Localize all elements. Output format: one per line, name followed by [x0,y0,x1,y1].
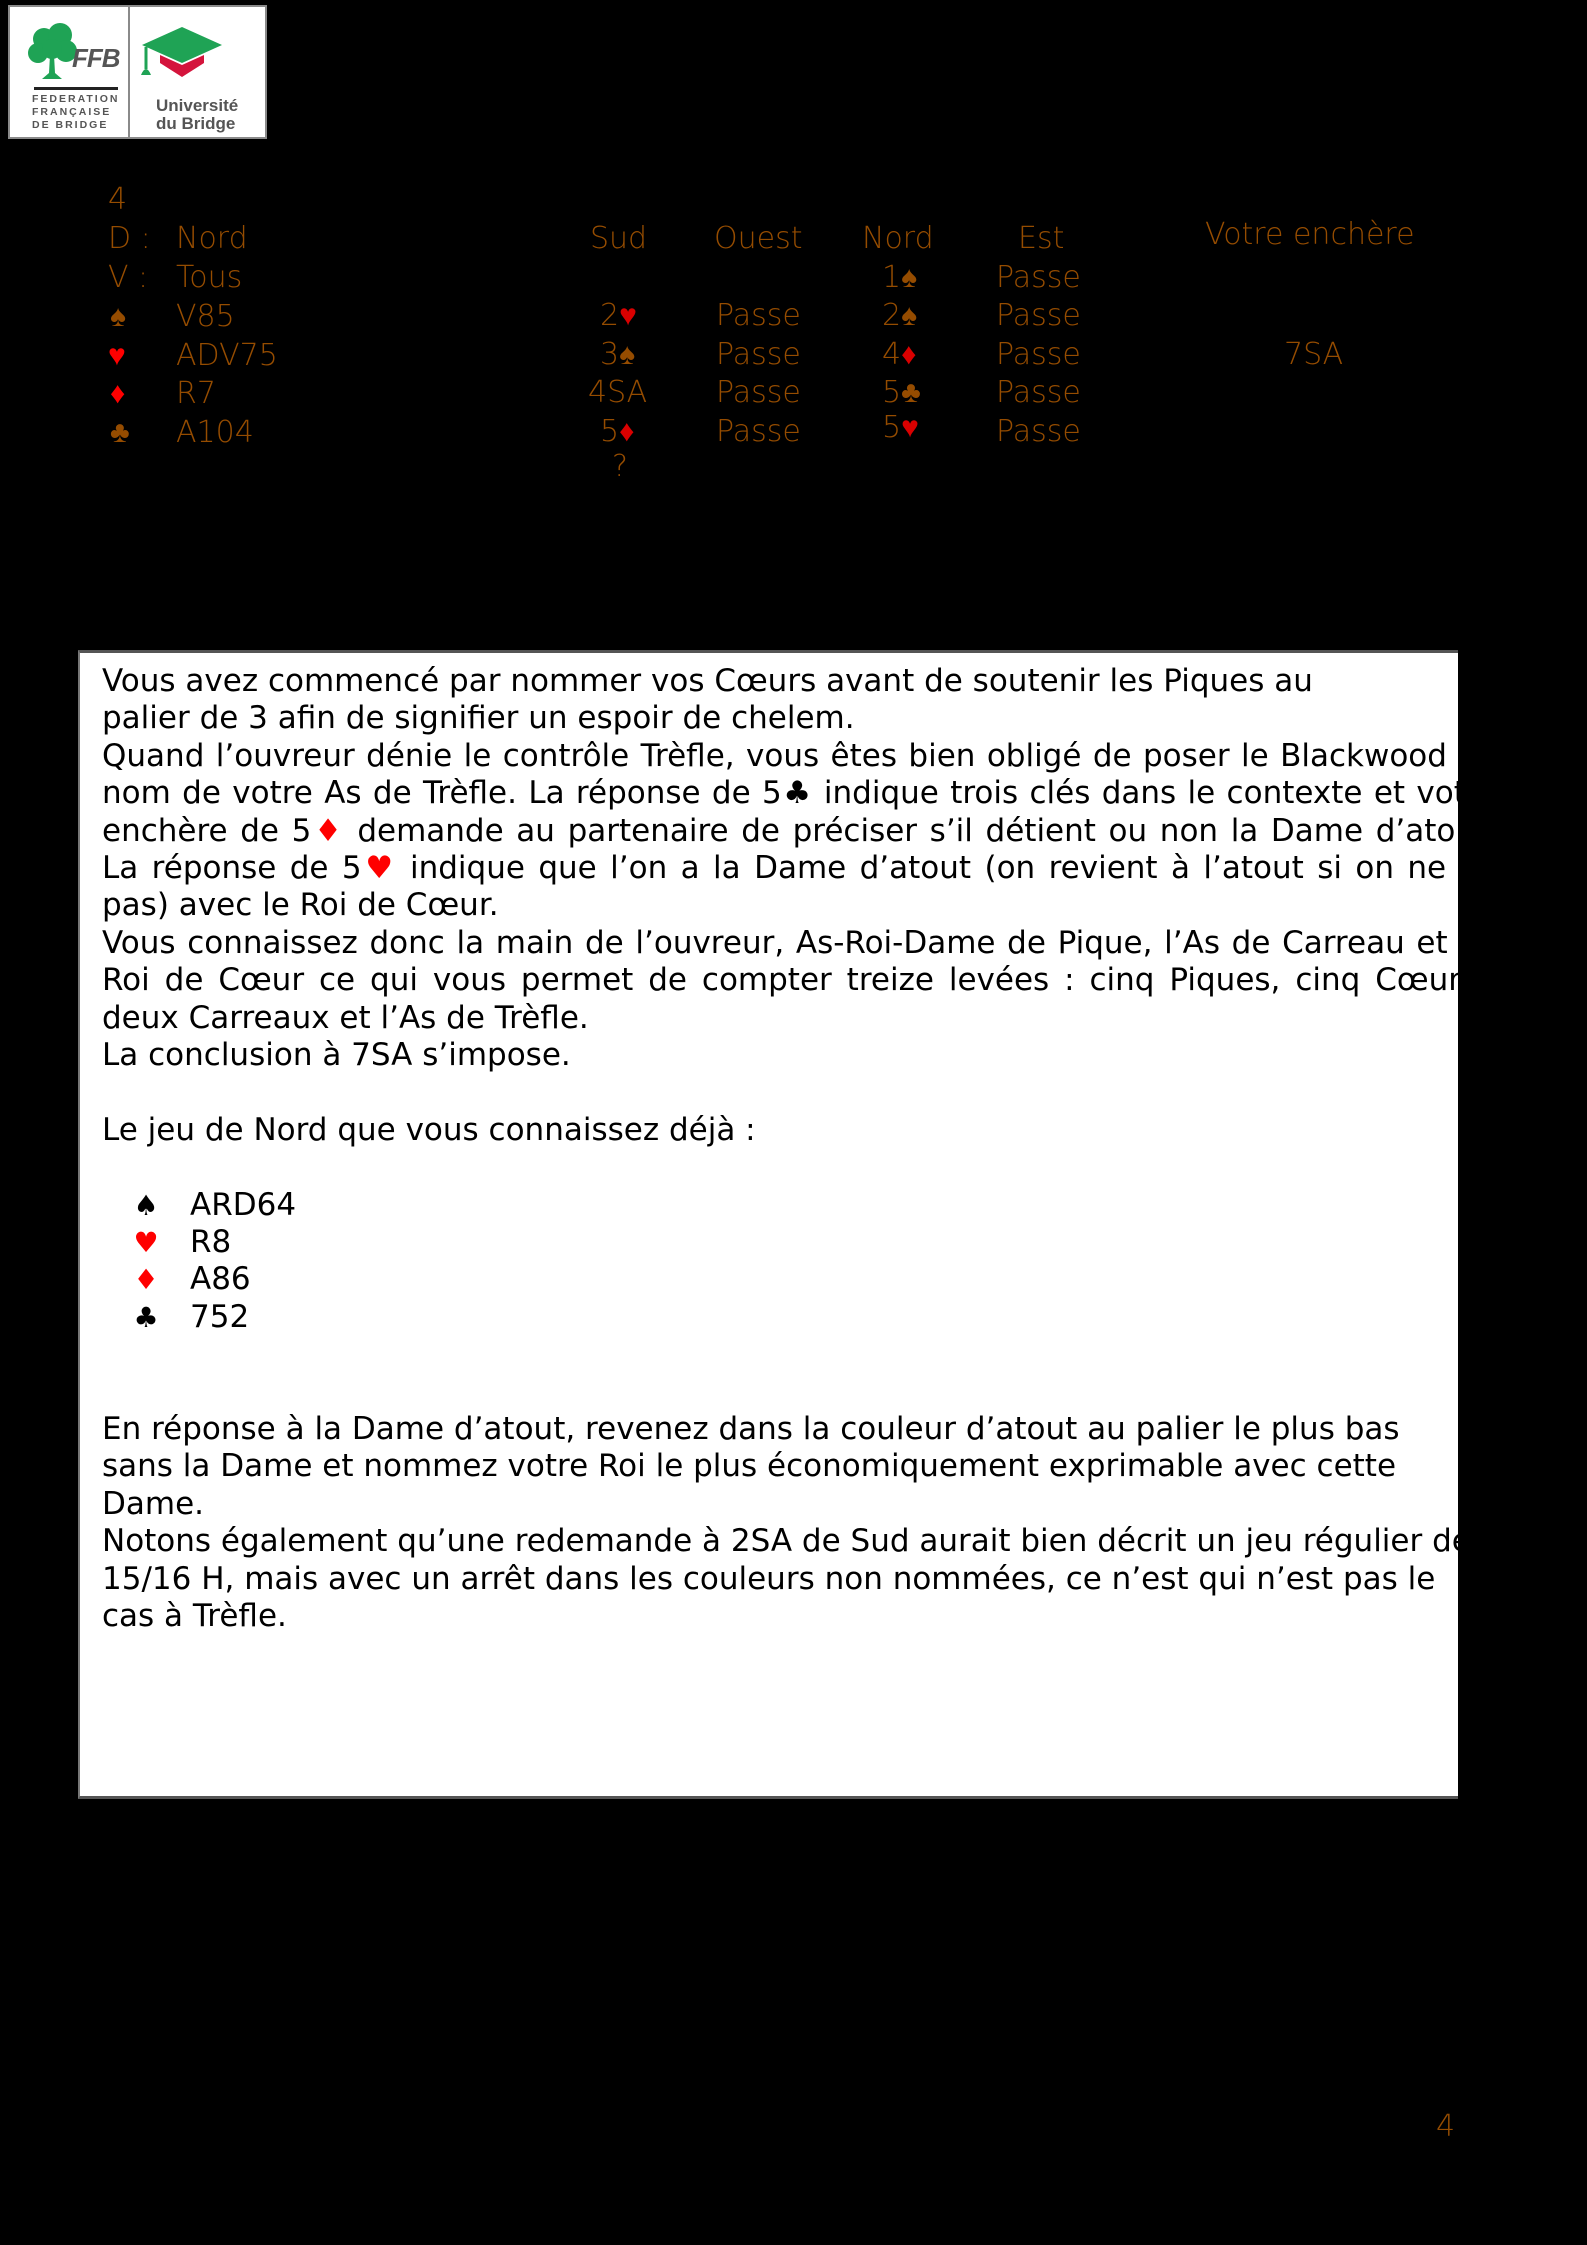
bid-cell: 5♣ [882,375,921,410]
paragraph: Notons également qu’une redemande à 2SA de Sud aurait bien décrit un jeu régulier de 15/16 H, mais avec un arrêt dans les couleurs non nommées, ce n’est qui n’est pas le cas à Trèfle. [102,1523,1471,1635]
north-spades: ARD64 [190,1186,297,1223]
ffb-subtitle-line: DE BRIDGE [32,119,109,131]
bid-cell: Passe [716,414,801,449]
north-hearts: R8 [190,1224,232,1261]
text-line: palier de 3 afin de signifier un espoir de chelem. [102,700,855,737]
north-diamonds: A86 [190,1261,251,1298]
diamond-icon: ♦ [311,812,345,849]
paragraph: La conclusion à 7SA s’impose. [102,1037,571,1074]
bid-header-sud: Sud [590,221,648,256]
vulnerability-value: Tous [176,260,243,295]
paragraph [102,663,1497,738]
club-icon: ♣ [110,415,130,450]
north-hand-row [102,1299,1497,1336]
ffb-universite-logo [8,5,267,139]
bid-cell: Passe [996,298,1081,333]
hand-diamonds: R7 [176,376,216,411]
dealer-label: D : [108,221,151,256]
red-suit-icon: ♦ [619,414,635,449]
diamond-icon: ♦ [133,1263,159,1297]
bid-cell: 4SA [588,375,648,410]
paragraph: En réponse à la Dame d’atout, revenez dans la couleur d’atout au palier le plus bas sans la Dame et nommez votre Roi le plus économiquement exprimable avec cette Dame. [102,1411,1400,1522]
bid-cell: Passe [996,414,1081,449]
north-hand-row [102,1224,1497,1261]
heart-icon: ♥ [361,850,397,887]
logo-divider [34,87,118,90]
ffb-logo [10,7,130,137]
spade-icon: ♠ [133,1188,159,1222]
diamond-icon: ♦ [110,376,126,411]
spade-icon: ♠ [110,299,126,334]
heart-icon: ♥ [108,338,126,373]
bid-header-ouest: Ouest [714,221,803,256]
your-bid-header: Votre enchère [1205,217,1415,252]
paragraph [102,738,1497,925]
bid-cell: 1♠ [882,260,918,295]
bid-cell: Passe [996,337,1081,372]
bid-prompt: ? [612,449,628,484]
bid-cell: Passe [716,375,801,410]
text-run: indique que l’on a la Dame d’atout (on revient à l’atout si on ne l’a pas) avec le Roi de Cœur. [102,850,1497,924]
spacer [102,1074,1497,1111]
hand-spades: V85 [176,299,235,334]
bid-cell: Passe [716,337,801,372]
vulnerability-label: V : [108,260,149,295]
text-run: indique trois clés dans le contexte et votre enchère de 5 [102,775,1497,849]
graduation-cap-icon [140,25,224,85]
north-hand-row [102,1261,1497,1298]
bid-cell: Passe [996,260,1081,295]
ffb-subtitle-line: FEDERATION [32,93,120,105]
ffb-subtitle-line: FRANÇAISE [32,106,112,118]
bid-cell: 4♦ [882,337,917,372]
universite-wordmark [156,97,238,133]
bid-cell: 3♠ [600,337,636,372]
text-run: Quand l’ouvreur dénie le contrôle Trèfle, vous êtes bien obligé de poser le Blackwood au nom de votre As de Trèfle. La réponse de 5 [102,737,1497,812]
spacer [102,1336,1497,1411]
red-suit-icon: ♥ [619,298,637,333]
text-line: Vous avez commencé par nommer vos Cœurs avant de soutenir les Piques au [102,663,1313,699]
explanation-text [102,663,1497,1635]
bid-header-nord: Nord [862,221,934,256]
north-hand-intro: Le jeu de Nord que vous connaissez déjà : [102,1111,756,1148]
ffb-wordmark: FFB [72,43,120,73]
universite-line: du Bridge [156,114,236,133]
explanation-box [78,650,1497,1799]
north-hand-row [102,1187,1497,1224]
red-suit-icon: ♦ [901,337,917,372]
universite-line: Université [156,96,239,115]
bid-cell: 5♥ [882,410,919,445]
hand-clubs: A104 [176,415,254,450]
deal-number: 4 [108,182,128,217]
hand-hearts: ADV75 [176,338,278,373]
bid-cell: Passe [716,298,801,333]
heart-icon: ♥ [133,1226,159,1260]
bid-cell: 2♠ [882,298,918,333]
club-icon: ♣ [781,775,813,812]
ffb-subtitle [32,93,119,132]
bid-header-est: Est [1018,221,1065,256]
red-suit-icon: ♥ [901,410,919,445]
text-run: demande au partenaire de préciser s’il détient ou non la Dame d’atout. La réponse de 5 [102,812,1497,887]
your-bid-answer: 7SA [1284,337,1344,372]
bid-cell: 5♦ [600,414,635,449]
bid-cell: Passe [996,375,1081,410]
bid-cell: 2♥ [600,298,637,333]
club-icon: ♣ [133,1300,159,1334]
dealer-value: Nord [176,221,248,256]
universite-du-bridge-logo [130,7,265,137]
north-clubs: 752 [190,1298,250,1335]
page-number: 4 [1436,2109,1456,2144]
paragraph: Vous connaissez donc la main de l’ouvreur, As-Roi-Dame de Pique, l’As de Carreau et le Roi de Cœur ce qui vous permet de compter treize levées : cinq Piques, cinq Cœurs, deux Carreaux et l’As de Trèfle. [102,924,1487,1036]
spacer [102,1149,1497,1186]
